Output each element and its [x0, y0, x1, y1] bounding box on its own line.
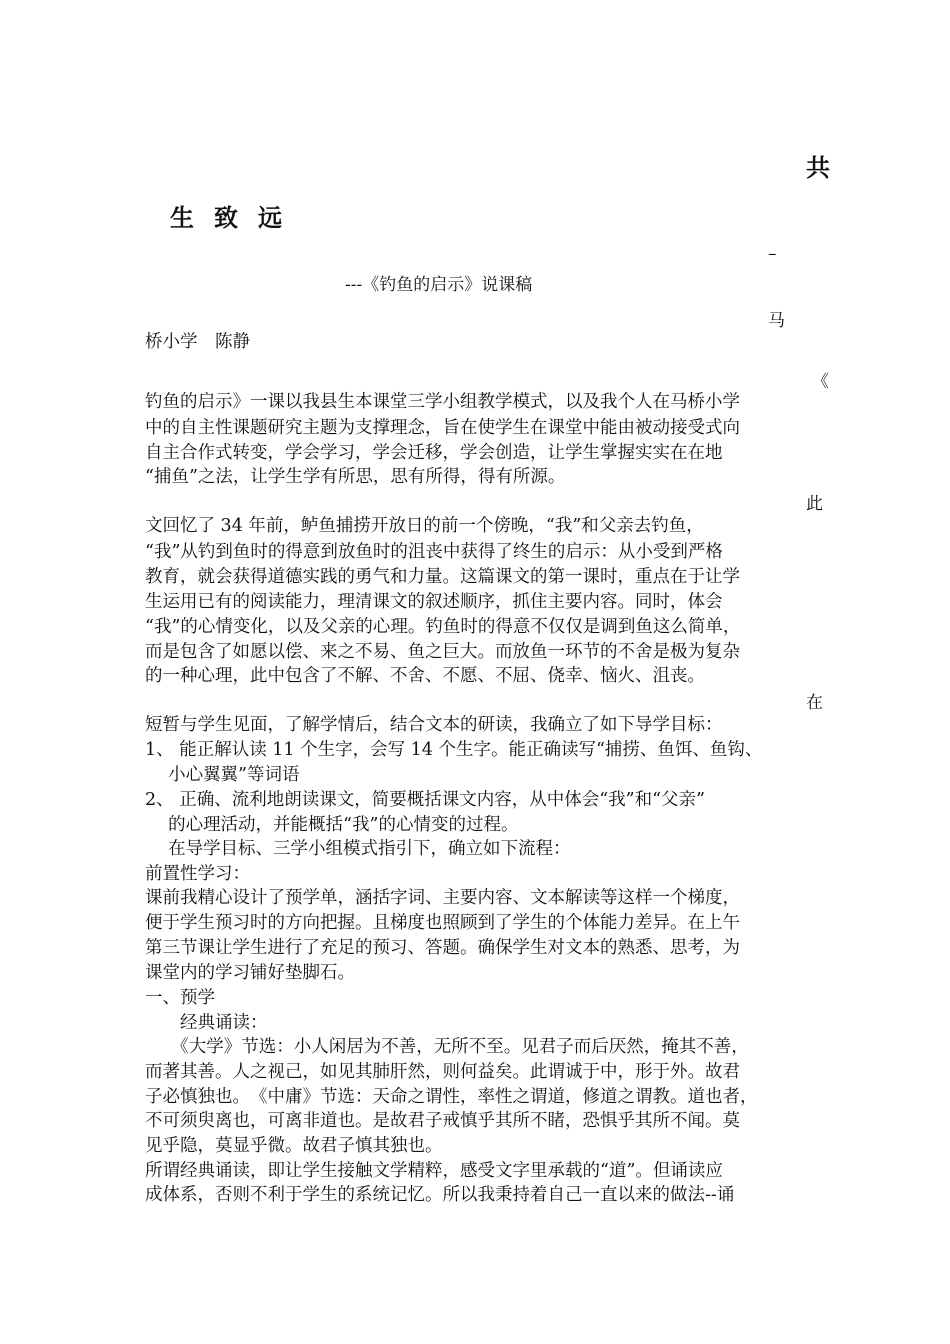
para3-line: 一、预学 — [145, 988, 215, 1008]
para3-line: 经典诵读： — [145, 1013, 268, 1033]
para3-line: 而著其善。人之视己，如见其肺肝然，则何益矣。此谓诚于中，形于外。故君 — [145, 1062, 740, 1082]
para3-line: 所谓经典诵读，即让学生接触文学精粹，感受文字里承载的“道”。但诵读应 — [145, 1161, 723, 1181]
para3-line: 小心翼翼”等词语 — [145, 765, 300, 785]
title-dash: – — [768, 244, 777, 264]
para2-lead: 此 — [806, 494, 823, 514]
title-part-2: 生致远 — [170, 203, 302, 232]
para3-line: 《大学》节选：小人闲居为不善，无所不至。见君子而后厌然，掩其不善， — [145, 1037, 749, 1057]
para3-line: 1、 能正解认读 11 个生字，会写 14 个生字。能正确读写“捕捞、鱼饵、鱼钩、 — [145, 740, 763, 760]
para3-line: 第三节课让学生进行了充足的预习、答题。确保学生对文本的熟悉、思考，为 — [145, 938, 740, 958]
para3-lead: 在 — [806, 693, 823, 713]
title-part-1: 共 — [806, 153, 830, 182]
para3-line: 2、 正确、流利地朗读课文，简要概括课文内容，从中体会“我”和“父亲” — [145, 790, 705, 810]
para3-line: 不可须臾离也，可离非道也。是故君子戒慎乎其所不睹，恐惧乎其所不闻。莫 — [145, 1111, 740, 1131]
para2-line: 教育，就会获得道德实践的勇气和力量。这篇课文的第一课时，重点在于让学 — [145, 567, 740, 587]
para2-line: 的一种心理，此中包含了不解、不舍、不愿、不屈、侥幸、恼火、沮丧。 — [145, 666, 705, 686]
para2-line: 生运用已有的阅读能力，理清课文的叙述顺序，抓住主要内容。同时，体会 — [145, 592, 723, 612]
para3-line: 成体系，否则不利于学生的系统记忆。所以我秉持着自己一直以来的做法--诵 — [145, 1185, 735, 1205]
para3-line: 在导学目标、三学小组模式指引下，确立如下流程： — [145, 839, 571, 859]
author-part-2: 桥小学 陈静 — [145, 332, 250, 352]
para2-line: “我”的心情变化，以及父亲的心理。钓鱼时的得意不仅仅是调到鱼这么简单， — [145, 617, 741, 637]
author-part-1: 马 — [768, 311, 785, 331]
para3-line: 课堂内的学习铺好垫脚石。 — [145, 963, 355, 983]
para3-line: 见乎隐，莫显乎微。故君子慎其独也。 — [145, 1136, 443, 1156]
para1-line: 自主合作式转变，学会学习，学会迁移，学会创造，让学生掌握实实在在地 — [145, 443, 723, 463]
para2-line: “我”从钓到鱼时的得意到放鱼时的沮丧中获得了终生的启示：从小受到严格 — [145, 542, 723, 562]
subtitle: ---《钓鱼的启示》说课稿 — [345, 275, 533, 295]
para3-line: 的心理活动，并能概括“我”的心情变的过程。 — [145, 815, 519, 835]
para3-line: 短暂与学生见面，了解学情后，结合文本的研读，我确立了如下导学目标： — [145, 715, 723, 735]
para1-line: “捕鱼”之法，让学生学有所思，思有所得，得有所源。 — [145, 467, 566, 487]
para3-line: 便于学生预习时的方向把握。且梯度也照顾到了学生的个体能力差异。在上午 — [145, 913, 740, 933]
para3-line: 课前我精心设计了预学单，涵括字词、主要内容、文本解读等这样一个梯度， — [145, 888, 740, 908]
para3-line: 前置性学习： — [145, 864, 250, 884]
para2-line: 而是包含了如愿以偿、来之不易、鱼之巨大。而放鱼一环节的不舍是极为复杂 — [145, 642, 740, 662]
para1-line: 中的自主性课题研究主题为支撑理念，旨在使学生在课堂中能由被动接受式向 — [145, 418, 740, 438]
para3-line: 子必慎独也。 《中庸》节选：天命之谓性，率性之谓道，修道之谓教。道也者， — [145, 1087, 758, 1107]
para1-line: 钓鱼的启示》一课以我县生本课堂三学小组教学模式，以及我个人在马桥小学 — [145, 392, 740, 412]
para2-line: 文回忆了 34 年前，鲈鱼捕捞开放日的前一个傍晚，“我”和父亲去钓鱼， — [145, 516, 704, 536]
para1-lead: 《 — [812, 372, 829, 392]
